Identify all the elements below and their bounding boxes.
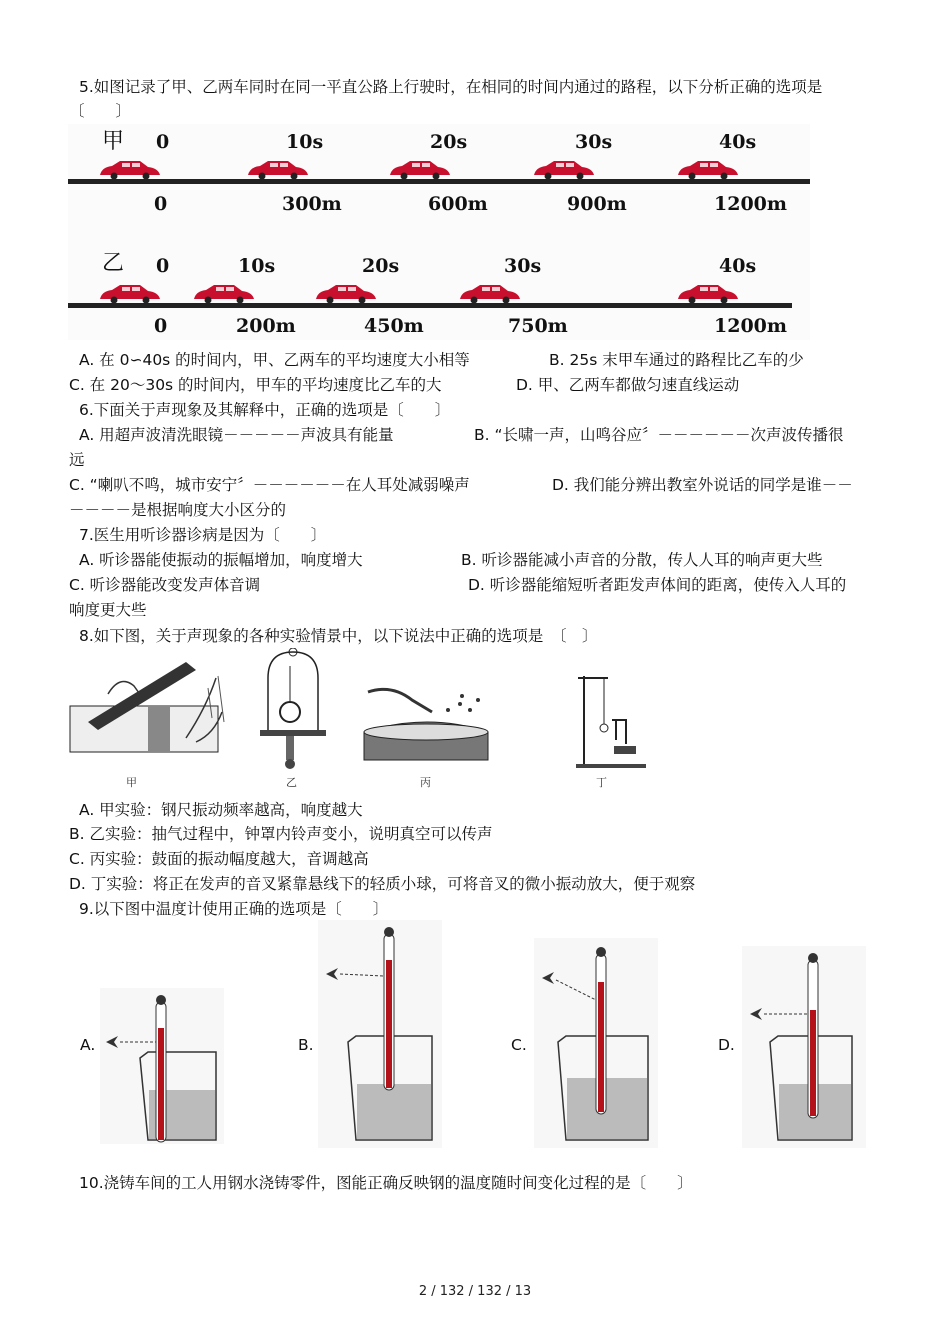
dist-b-3: 750m: [508, 315, 568, 337]
thermometer-option-c: [534, 938, 658, 1148]
dist-a-2: 600m: [428, 193, 488, 215]
time-b-2: 20s: [362, 255, 400, 277]
q6-option-d: D. 我们能分辨出教室外说话的同学是谁－－: [552, 476, 853, 494]
road-b: [68, 303, 792, 308]
q8-option-d: D. 丁实验：将正在发声的音叉紧靠悬线下的轻质小球，可将音叉的微小振动放大，便于观察: [69, 875, 696, 893]
q5-option-c: C. 在 20～30s 的时间内，甲车的平均速度比乙车的大: [69, 376, 442, 394]
experiment-ding: [576, 676, 646, 768]
label-yi: 乙: [286, 776, 297, 789]
q6-option-c: C. “喇叭不鸣，城市安宁〞－－－－－－在人耳处减弱噪声: [69, 476, 470, 494]
q6-option-b-cont: 远: [69, 451, 85, 469]
thermometer-option-d: [742, 946, 866, 1148]
dist-a-0: 0: [154, 193, 168, 215]
dist-a-1: 300m: [282, 193, 342, 215]
thermometer-option-b: [318, 920, 442, 1148]
thermometer-option-a: [100, 988, 224, 1144]
time-a-1: 10s: [286, 131, 324, 153]
q7-option-d-cont: 响度更大些: [69, 601, 147, 619]
q7-option-b: B. 听诊器能减小声音的分散，传人人耳的响声更大些: [461, 551, 823, 569]
dist-b-1: 200m: [236, 315, 296, 337]
q5-option-b: B. 25s 末甲车通过的路程比乙车的少: [549, 351, 804, 369]
q7-stem: 7.医生用听诊器诊病是因为〔 〕: [79, 526, 327, 544]
label-ding: 丁: [596, 776, 607, 789]
dist-b-2: 450m: [364, 315, 424, 337]
time-b-0: 0: [156, 255, 170, 277]
q6-option-b: B. “长啸一声，山鸣谷应〞－－－－－－次声波传播很: [474, 426, 844, 444]
time-a-4: 40s: [719, 131, 757, 153]
dist-b-0: 0: [154, 315, 168, 337]
q8-stem: 8.如下图，关于声现象的各种实验情景中，以下说法中正确的选项是 〔 〕: [79, 627, 598, 645]
dist-b-4: 1200m: [714, 315, 787, 337]
q5-option-a: A. 在 0∽40s 的时间内，甲、乙两车的平均速度大小相等: [79, 351, 470, 369]
q9-stem: 9.以下图中温度计使用正确的选项是〔 〕: [79, 900, 389, 918]
q9-option-d-label: D.: [718, 1036, 735, 1054]
q8-option-a: A. 甲实验：钢尺振动频率越高，响度越大: [79, 801, 363, 819]
page-footer: 2 / 132 / 132 / 13: [418, 1284, 532, 1299]
time-a-3: 30s: [575, 131, 613, 153]
car-b-label: 乙: [102, 251, 125, 276]
label-bing: 丙: [420, 776, 431, 789]
q10-stem: 10.浇铸车间的工人用钢水浇铸零件，图能正确反映钢的温度随时间变化过程的是〔 〕: [79, 1174, 693, 1192]
dist-a-4: 1200m: [714, 193, 787, 215]
car-a-label: 甲: [102, 129, 125, 154]
q8-option-b: B. 乙实验：抽气过程中，钟罩内铃声变小，说明真空可以传声: [69, 825, 493, 843]
experiment-yi: [260, 648, 326, 769]
time-a-0: 0: [156, 131, 170, 153]
label-jia: 甲: [126, 776, 137, 789]
q6-option-a: A. 用超声波清洗眼镜－－－－－声波具有能量: [79, 426, 394, 444]
q8-option-c: C. 丙实验：鼓面的振动幅度越大，音调越高: [69, 850, 369, 868]
road-a: [68, 179, 810, 184]
q5-stem: 5.如图记录了甲、乙两车同时在同一平直公路上行驶时，在相同的时间内通过的路程，以下分析正确的选项是: [79, 78, 823, 96]
q9-option-c-label: C.: [511, 1036, 527, 1054]
q6-stem: 6.下面关于声现象及其解释中，正确的选项是〔 〕: [79, 401, 451, 419]
experiment-bing: [364, 689, 488, 760]
time-b-3: 30s: [504, 255, 542, 277]
q5-option-d: D. 甲、乙两车都做匀速直线运动: [516, 376, 740, 394]
q7-option-d: D. 听诊器能缩短听者距发声体间的距离，使传入人耳的: [468, 576, 847, 594]
dist-a-3: 900m: [567, 193, 627, 215]
time-a-2: 20s: [430, 131, 468, 153]
q5-car-figure: [68, 124, 810, 340]
q8-experiment-figure: [68, 648, 648, 794]
q5-stem-bracket: 〔 〕: [69, 102, 132, 120]
q7-option-c: C. 听诊器能改变发声体音调: [69, 576, 261, 594]
q7-option-a: A. 听诊器能使振动的振幅增加，响度增大: [79, 551, 363, 569]
time-b-4: 40s: [719, 255, 757, 277]
experiment-jia: [70, 662, 224, 752]
q9-option-b-label: B.: [298, 1036, 314, 1054]
q9-option-a-label: A.: [80, 1036, 96, 1054]
q6-option-d-cont: －－－－是根据响度大小区分的: [69, 501, 287, 519]
time-b-1: 10s: [238, 255, 276, 277]
